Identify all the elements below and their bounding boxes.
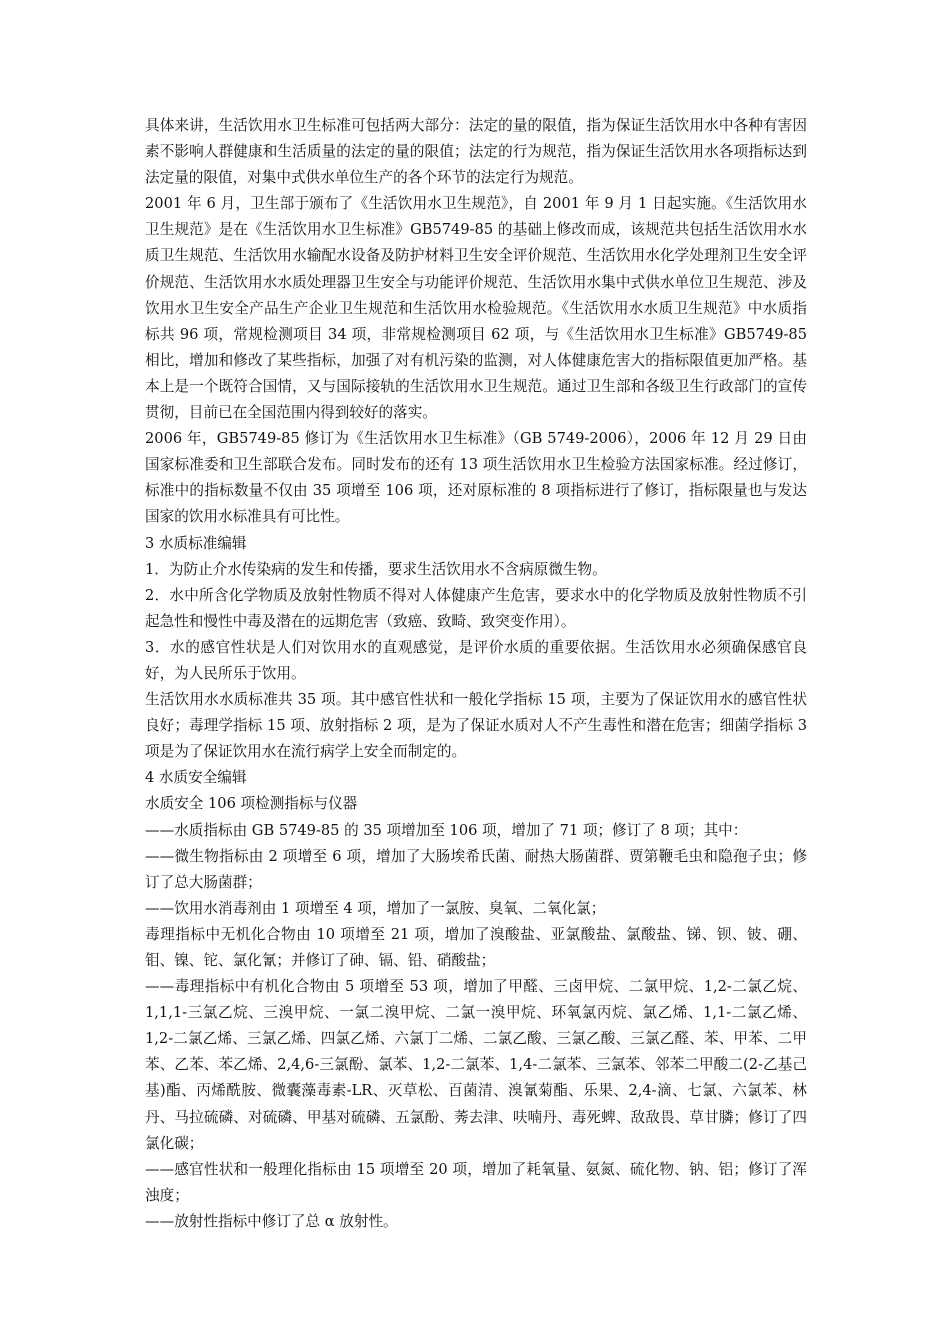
section-heading-water-quality-standard: 3 水质标准编辑 [145, 534, 247, 552]
dash-item-disinfectants: ——饮用水消毒剂由 1 项增至 4 项，增加了一氯胺、臭氧、二氧化氯； [145, 899, 606, 917]
dash-item-total-indicators: ——水质指标由 GB 5749-85 的 35 项增加至 106 项，增加了 71 项；修订了 8 项；其中： [145, 821, 748, 839]
subheading-106-items: 水质安全 106 项检测指标与仪器 [145, 795, 358, 813]
dash-item-organic: ——毒理指标中有机化合物由 5 项增至 53 项，增加了甲醛、三卤甲烷、二氯甲烷、1,2-二氯乙烷、1,1,1-三氯乙烷、三溴甲烷、一氯二溴甲烷、二氯一溴甲烷、环氧氯丙烷、氯乙烯、1,1-二氯乙烯、1,2-二氯乙烯、三氯乙烯、四氯乙烯、六氯丁二烯、二氯乙酸、三氯乙酸、三氯乙醛、苯、甲苯、二甲苯、乙苯、苯乙烯、2,4,6-三氯酚、氯苯、1,2-二氯苯、1,4-二氯苯、三氯苯、邻苯二甲酸二(2-乙基己基)酯、丙烯酰胺、微囊藻毒素-LR、灭草松、百菌清、溴氰菊酯、乐果、2,4-滴、七氯、六氯苯、林丹、马拉硫磷、对硫磷、甲基对硫磷、五氯酚、莠去津、呋喃丹、毒死蜱、敌敌畏、草甘膦；修订了四氯化碳； [145, 978, 807, 1152]
paragraph-standard-definition: 具体来讲，生活饮用水卫生标准可包括两大部分：法定的量的限值，指为保证生活饮用水中各种有害因素不影响人群健康和生活质量的法定的量的限值；法定的行为规范，指为保证生活饮用水各项指标达到法定量的限值，对集中式供水单位生产的各个环节的法定行为规范。 [145, 117, 807, 187]
list-item-sensory: 3．水的感官性状是人们对饮用水的直观感觉，是评价水质的重要依据。生活饮用水必须确保感官良好，为人民所乐于饮用。 [145, 638, 807, 682]
paragraph-2006-revision: 2006 年，GB5749-85 修订为《生活饮用水卫生标准》（GB 5749-2006），2006 年 12 月 29 日由国家标准委和卫生部联合发布。同时发布的还有 13 项生活饮用水卫生检验方法国家标准。经过修订，标准中的指标数量不仅由 35 项增至 106 项，还对原标准的 8 项指标进行了修订，指标限量也与发达国家的饮用水标准具有可比性。 [145, 430, 807, 526]
dash-item-sensory-physicochemical: ——感官性状和一般理化指标由 15 项增至 20 项，增加了耗氧量、氨氮、硫化物、钠、铝；修订了浑浊度； [145, 1160, 807, 1204]
list-item-pathogens: 1．为防止介水传染病的发生和传播，要求生活饮用水不含病原微生物。 [145, 560, 607, 578]
section-heading-water-safety: 4 水质安全编辑 [145, 769, 247, 787]
paragraph-35-items: 生活饮用水水质标准共 35 项。其中感官性状和一般化学指标 15 项，主要为了保证饮用水的感官性状良好；毒理学指标 15 项、放射指标 2 项，是为了保证水质对人不产生毒性和潜在危害；细菌学指标 3 项是为了保证饮用水在流行病学上安全而制定的。 [145, 691, 807, 761]
paragraph-inorganic: 毒理指标中无机化合物由 10 项增至 21 项，增加了溴酸盐、亚氯酸盐、氯酸盐、锑、钡、铍、硼、钼、镍、铊、氯化氰；并修订了砷、镉、铅、硝酸盐； [145, 925, 807, 969]
list-item-chemical-radioactive: 2．水中所含化学物质及放射性物质不得对人体健康产生危害，要求水中的化学物质及放射性物质不引起急性和慢性中毒及潜在的远期危害（致癌、致畸、致突变作用）。 [145, 586, 807, 630]
dash-item-radioactive: ——放射性指标中修订了总 α 放射性。 [145, 1212, 398, 1230]
paragraph-2001-norms: 2001 年 6 月，卫生部于颁布了《生活饮用水卫生规范》，自 2001 年 9 月 1 日起实施。《生活饮用水卫生规范》是在《生活饮用水卫生标准》GB5749-85 的基础上修改而成，该规范共包括生活饮用水水质卫生规范、生活饮用水输配水设备及防护材料卫生安全评价规范、生活饮用水化学处理剂卫生安全评价规范、生活饮用水水质处理器卫生安全与功能评价规范、生活饮用水集中式供水单位卫生规范、涉及饮用水卫生安全产品生产企业卫生规范和生活饮用水检验规范。《生活饮用水水质卫生规范》中水质指标共 96 项，常规检测项目 34 项，非常规检测项目 62 项，与《生活饮用水卫生标准》GB5749-85 相比，增加和修改了某些指标，加强了对有机污染的监测，对人体健康危害大的指标限值更加严格。基本上是一个既符合国情，又与国际接轨的生活饮用水卫生规范。通过卫生部和各级卫生行政部门的宣传贯彻，目前已在全国范围内得到较好的落实。 [145, 195, 807, 422]
dash-item-microbial: ——微生物指标由 2 项增至 6 项，增加了大肠埃希氏菌、耐热大肠菌群、贾第鞭毛虫和隐孢子虫；修订了总大肠菌群； [145, 847, 807, 891]
document-body [145, 113, 807, 1235]
